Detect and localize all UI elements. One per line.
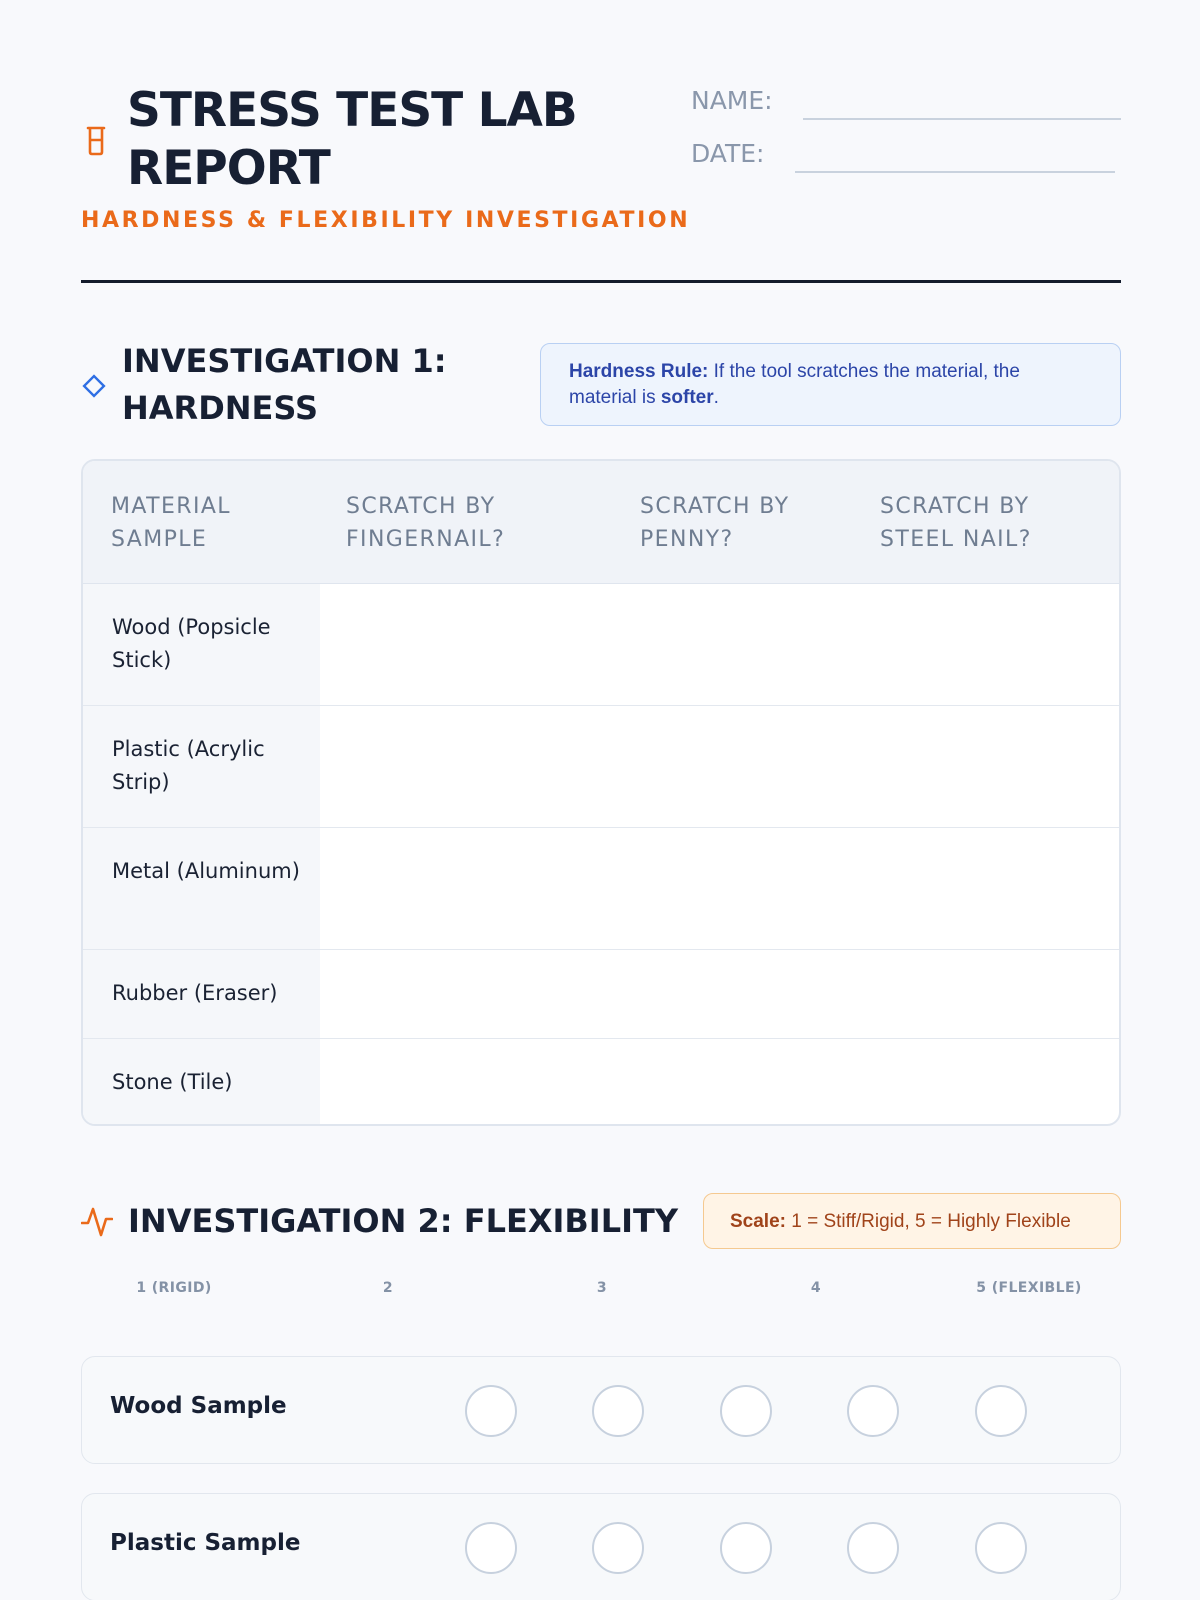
scale-label-5: 5 (FLEXIBLE) xyxy=(976,1280,1082,1296)
pulse-icon xyxy=(81,1204,113,1238)
rating-radio-1[interactable] xyxy=(465,1522,517,1574)
rating-radio-4[interactable] xyxy=(847,1522,899,1574)
hardness-rule-callout xyxy=(540,343,1121,426)
table-header xyxy=(83,461,1119,584)
rule-bold: Hardness Rule: xyxy=(569,361,709,382)
rating-radio-5[interactable] xyxy=(975,1522,1027,1574)
col-header-material: MATERIAL SAMPLE xyxy=(111,494,231,552)
hardness-table xyxy=(81,459,1121,1126)
material-name: Stone (Tile) xyxy=(112,1070,233,1094)
col-header-penny: SCRATCH BY PENNY? xyxy=(640,494,790,552)
rule-emphasis: softer xyxy=(660,387,714,408)
name-label: NAME: xyxy=(691,86,773,115)
rating-radio-1[interactable] xyxy=(465,1385,517,1437)
sample-name: Wood Sample xyxy=(110,1393,287,1419)
date-label: DATE: xyxy=(691,139,765,168)
rating-radio-2[interactable] xyxy=(592,1522,644,1574)
material-name: Plastic (Acrylic Strip) xyxy=(112,737,265,794)
page-title: STRESS TEST LAB REPORT xyxy=(127,83,577,196)
date-field[interactable] xyxy=(795,171,1115,173)
scale-label-2: 2 xyxy=(382,1280,394,1296)
table-row xyxy=(83,584,1119,706)
investigation2-title: INVESTIGATION 2: FLEXIBILITY xyxy=(128,1202,678,1240)
table-row xyxy=(83,828,1119,950)
header-divider xyxy=(81,280,1121,283)
scale-bold: Scale: xyxy=(730,1211,786,1232)
material-name: Metal (Aluminum) xyxy=(112,859,300,883)
flex-row-plastic xyxy=(81,1493,1121,1600)
rating-radio-3[interactable] xyxy=(720,1385,772,1437)
table-row xyxy=(83,1039,1119,1126)
beaker-icon xyxy=(85,126,107,156)
col-header-steel-nail: SCRATCH BY STEEL NAIL? xyxy=(880,494,1032,552)
flex-row-wood xyxy=(81,1356,1121,1464)
material-name: Rubber (Eraser) xyxy=(112,981,278,1005)
page-subtitle: HARDNESS & FLEXIBILITY INVESTIGATION xyxy=(81,208,691,233)
rule-end: . xyxy=(713,387,719,408)
material-name: Wood (Popsicle Stick) xyxy=(112,615,271,672)
rating-radio-2[interactable] xyxy=(592,1385,644,1437)
scale-label-1: 1 (RIGID) xyxy=(136,1280,212,1296)
scale-label-3: 3 xyxy=(596,1280,608,1296)
rating-radio-4[interactable] xyxy=(847,1385,899,1437)
scale-callout xyxy=(703,1193,1121,1249)
table-row xyxy=(83,950,1119,1039)
name-field[interactable] xyxy=(803,118,1121,120)
scale-label-4: 4 xyxy=(810,1280,822,1296)
table-row xyxy=(83,706,1119,828)
rule-text: If the tool scratches the material, the material is xyxy=(569,361,1020,408)
rating-radio-5[interactable] xyxy=(975,1385,1027,1437)
investigation1-title: INVESTIGATION 1: HARDNESS xyxy=(122,342,447,427)
sample-name: Plastic Sample xyxy=(110,1530,301,1556)
col-header-fingernail: SCRATCH BY FINGERNAIL? xyxy=(346,494,506,552)
diamond-icon xyxy=(81,373,107,399)
scale-text: 1 = Stiff/Rigid, 5 = Highly Flexible xyxy=(785,1211,1071,1232)
rating-radio-3[interactable] xyxy=(720,1522,772,1574)
